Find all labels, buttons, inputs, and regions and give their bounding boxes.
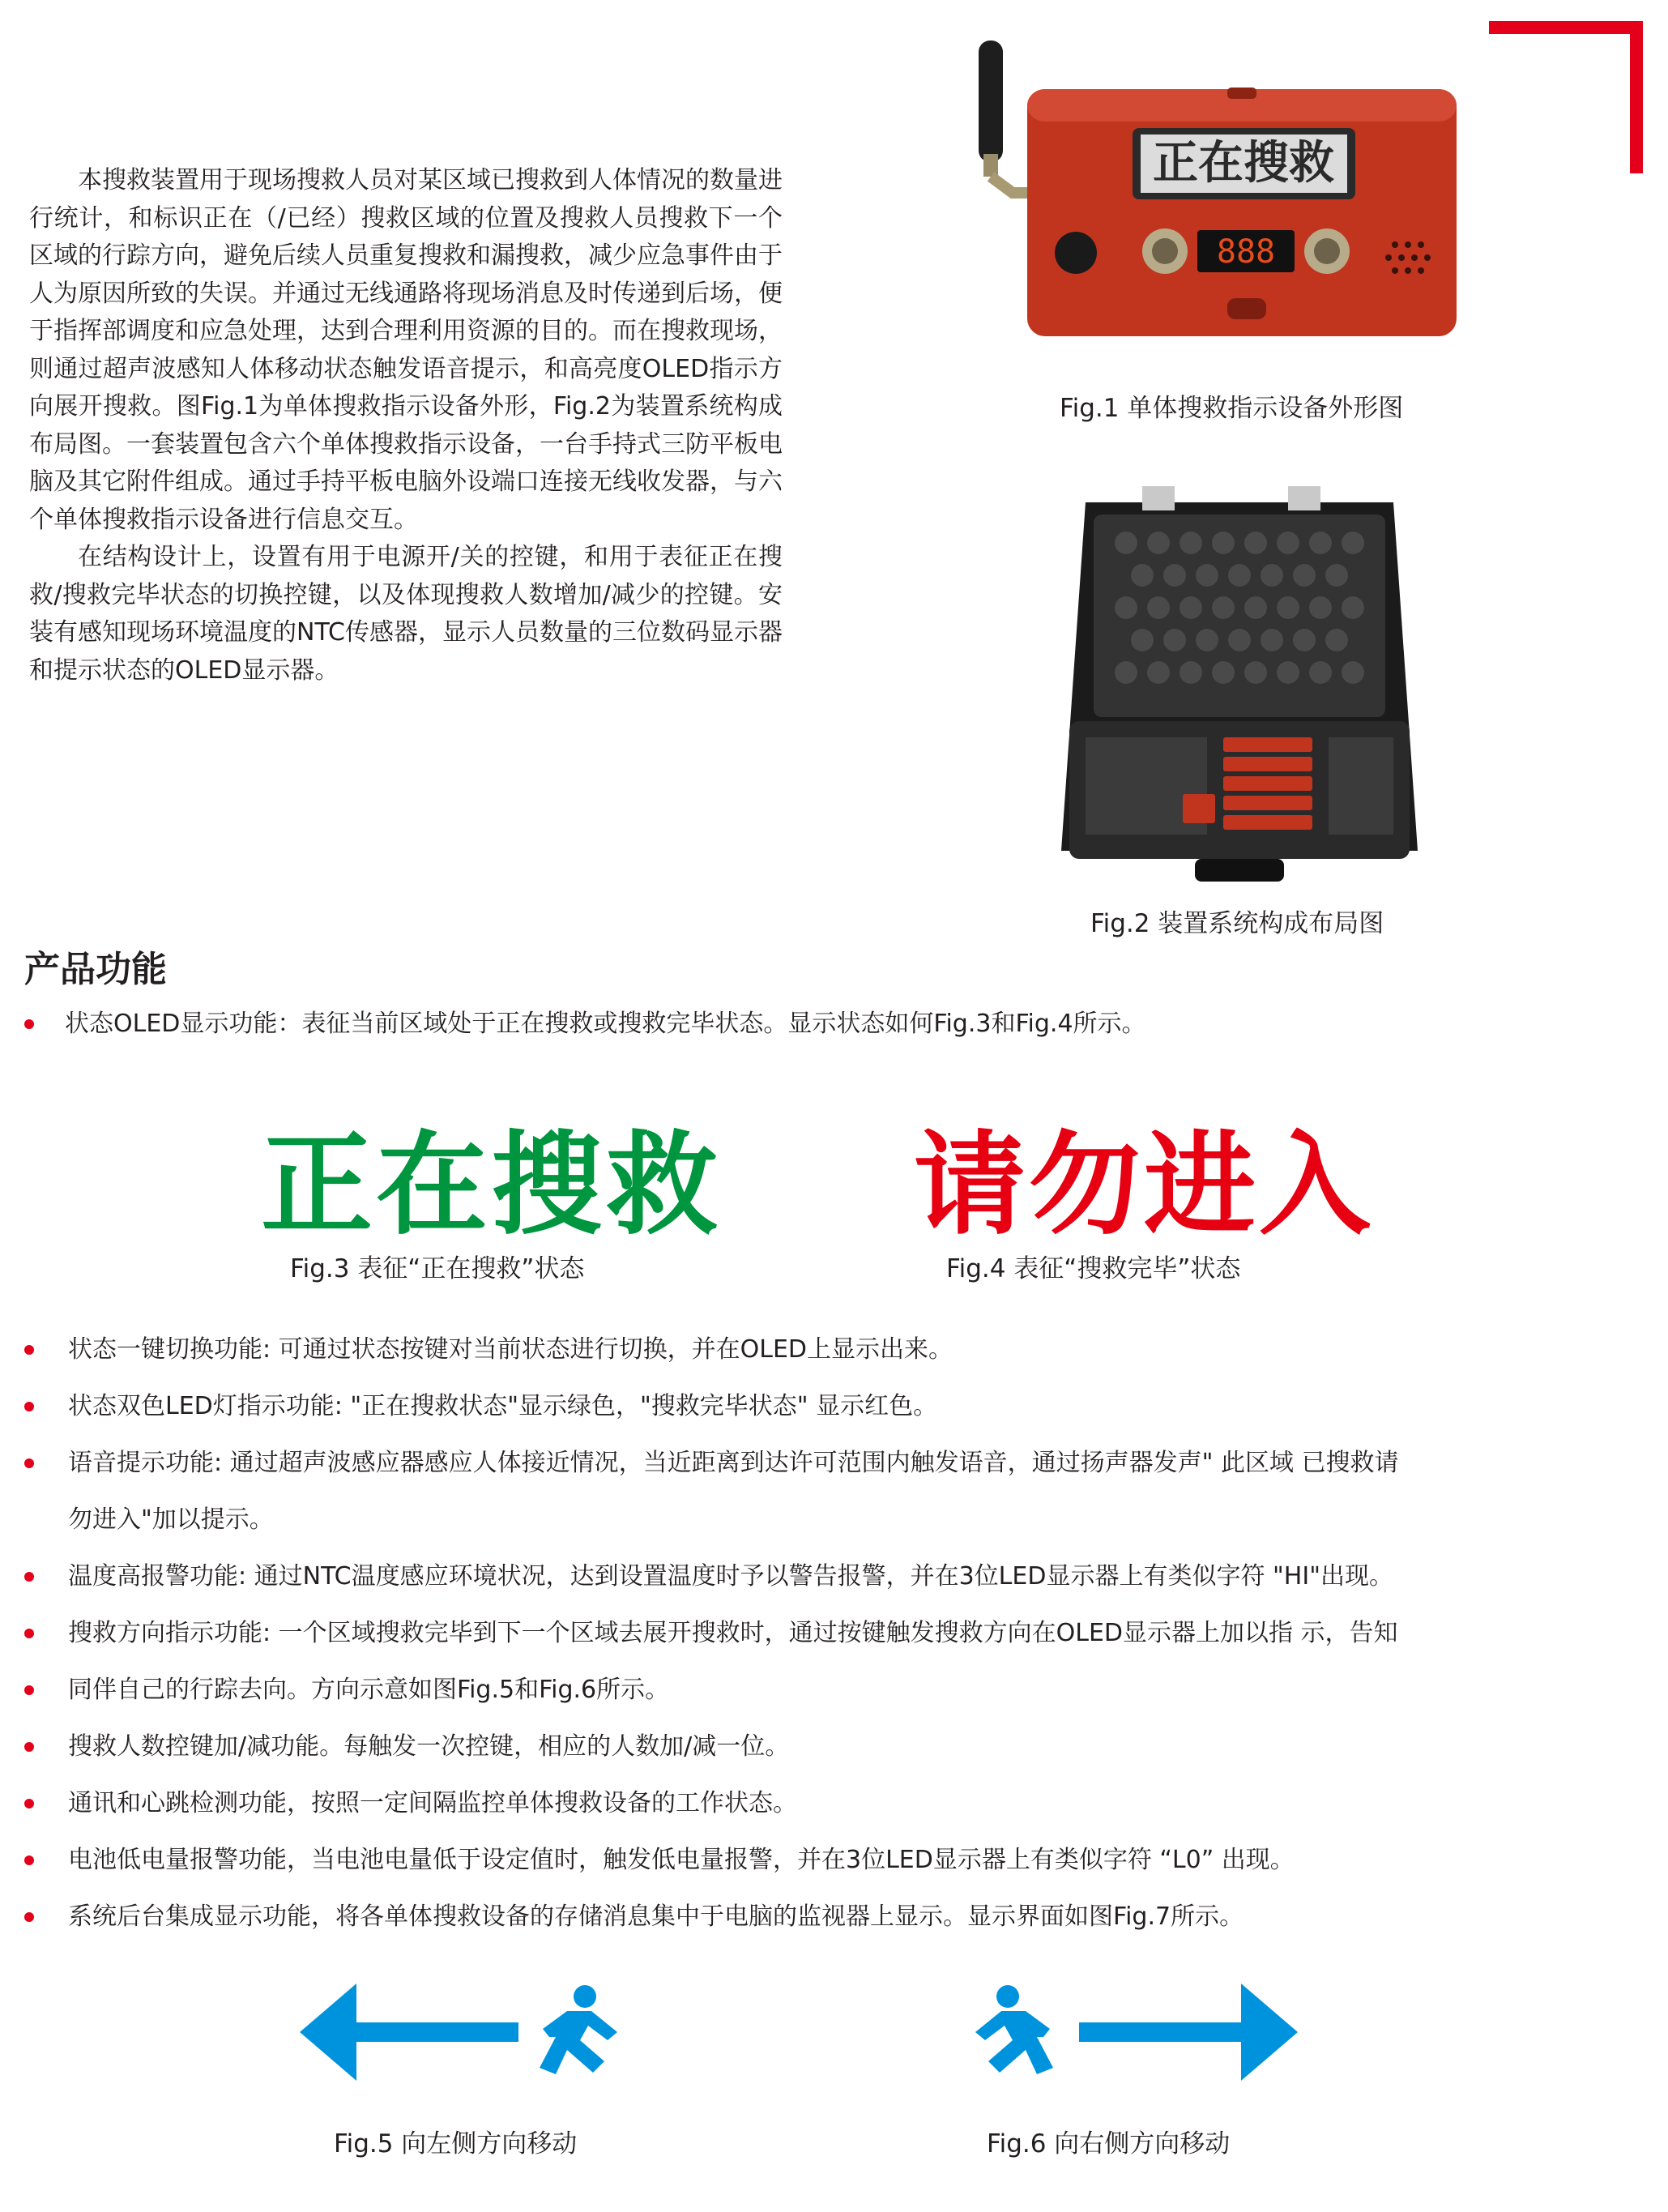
fig6-caption: Fig.6 向右侧方向移动 bbox=[987, 2129, 1231, 2159]
intro-text bbox=[29, 162, 783, 690]
bullet-text: 通讯和心跳检测功能，按照一定间隔监控单体搜救设备的工作状态。 bbox=[68, 1789, 797, 1817]
corner-mark-horizontal bbox=[1489, 21, 1643, 34]
bullet-dot bbox=[24, 1572, 34, 1582]
bullet-dot bbox=[24, 1458, 34, 1468]
bullet-text: 搜救方向指示功能: 一个区域搜救完毕到下一个区域去展开搜救时，通过按键触发搜救方向在OLED显示器上加以指 示，告知 bbox=[68, 1619, 1398, 1647]
fig6-right-arrow-icon bbox=[958, 1984, 1298, 2081]
bullet-dot bbox=[24, 1685, 34, 1695]
bullet-text: 状态OLED显示功能：表征当前区域处于正在搜救或搜救完毕状态。显示状态如何Fig.3和Fig.4所示。 bbox=[65, 1010, 1146, 1038]
bullet-dot bbox=[24, 1742, 34, 1752]
fig1-screen-text: 正在搜救 bbox=[1153, 137, 1334, 190]
fig2-caption: Fig.2 装置系统构成布局图 bbox=[1090, 909, 1384, 938]
bullet-text: 同伴自己的行踪去向。方向示意如图Fig.5和Fig.6所示。 bbox=[68, 1676, 670, 1704]
bullet-dot bbox=[24, 1019, 34, 1029]
bullet-dot bbox=[24, 1345, 34, 1355]
bullet-dot bbox=[24, 1629, 34, 1638]
corner-mark-vertical bbox=[1630, 21, 1643, 173]
bullet-text: 电池低电量报警功能，当电池电量低于设定值时，触发低电量报警，并在3位LED显示器上有类似字符 “L0” 出现。 bbox=[68, 1846, 1295, 1874]
bullet-dot bbox=[24, 1402, 34, 1411]
intro-paragraph-1: 本搜救装置用于现场搜救人员对某区域已搜救到人体情况的数量进行统计，和标识正在（/已经）搜救区域的位置及搜救人员搜救下一个区域的行踪方向，避免后续人员重复搜救和漏搜救，减少应急事件由于人为原因所致的失误。并通过无线通路将现场消息及时传递到后场，便于指挥部调度和应急处理，达到合理利用资源的目的。而在搜救现场，则通过超声波感知人体移动状态触发语音提示，和高亮度OLED指示方向展开搜救。图Fig.1为单体搜救指示设备外形，Fig.2为装置系统构成布局图。一套装置包含六个单体搜救指示设备，一台手持式三防平板电脑及其它附件组成。通过手持平板电脑外设端口连接无线收发器，与六个单体搜救指示设备进行信息交互。 bbox=[29, 166, 783, 534]
section-title: 产品功能 bbox=[24, 949, 167, 990]
bullet-text: 状态一键切换功能: 可通过状态按键对当前状态进行切换，并在OLED上显示出来。 bbox=[68, 1335, 953, 1364]
fig3-caption: Fig.3 表征“正在搜救”状态 bbox=[290, 1254, 585, 1283]
fig1-caption: Fig.1 单体搜救指示设备外形图 bbox=[1060, 394, 1404, 423]
fig5-left-arrow-icon bbox=[300, 1984, 656, 2081]
bullet-text: 语音提示功能: 通过超声波感应器感应人体接近情况，当近距离到达许可范围内触发语音，通过扬声器发声" 此区域 已搜救请 bbox=[68, 1449, 1399, 1477]
bullet-text: 搜救人数控键加/减功能。每触发一次控键，相应的人数加/减一位。 bbox=[68, 1732, 790, 1761]
bullet-dot bbox=[24, 1799, 34, 1808]
fig2-case-photo bbox=[1037, 470, 1442, 891]
fig3-state-text: 正在搜救 bbox=[261, 1120, 722, 1250]
intro-paragraph-2: 在结构设计上，设置有用于电源开/关的控键，和用于表征正在搜救/搜救完毕状态的切换控键，以及体现搜救人数增加/减少的控键。安装有感知现场环境温度的NTC传感器，显示人员数量的三位数码显示器和提示状态的OLED显示器。 bbox=[29, 543, 783, 685]
fig5-caption: Fig.5 向左侧方向移动 bbox=[334, 2129, 578, 2159]
fig4-state-text: 请勿进入 bbox=[914, 1120, 1375, 1250]
bullet-continuation-text: 勿进入"加以提示。 bbox=[68, 1505, 274, 1534]
fig4-caption: Fig.4 表征“搜救完毕”状态 bbox=[946, 1254, 1241, 1283]
bullet-dot bbox=[24, 1855, 34, 1865]
fig1-digit-display: 888 bbox=[1216, 233, 1276, 271]
bullet-dot bbox=[24, 1912, 34, 1922]
bullet-text: 系统后台集成显示功能，将各单体搜救设备的存储消息集中于电脑的监视器上显示。显示界面如图Fig.7所示。 bbox=[68, 1902, 1244, 1931]
fig1-device-photo bbox=[956, 32, 1482, 357]
bullet-text: 温度高报警功能: 通过NTC温度感应环境状况，达到设置温度时予以警告报警，并在3位LED显示器上有类似字符 "HI"出现。 bbox=[68, 1562, 1393, 1591]
bullet-text: 状态双色LED灯指示功能: "正在搜救状态"显示绿色，"搜救完毕状态" 显示红色。 bbox=[68, 1392, 938, 1420]
